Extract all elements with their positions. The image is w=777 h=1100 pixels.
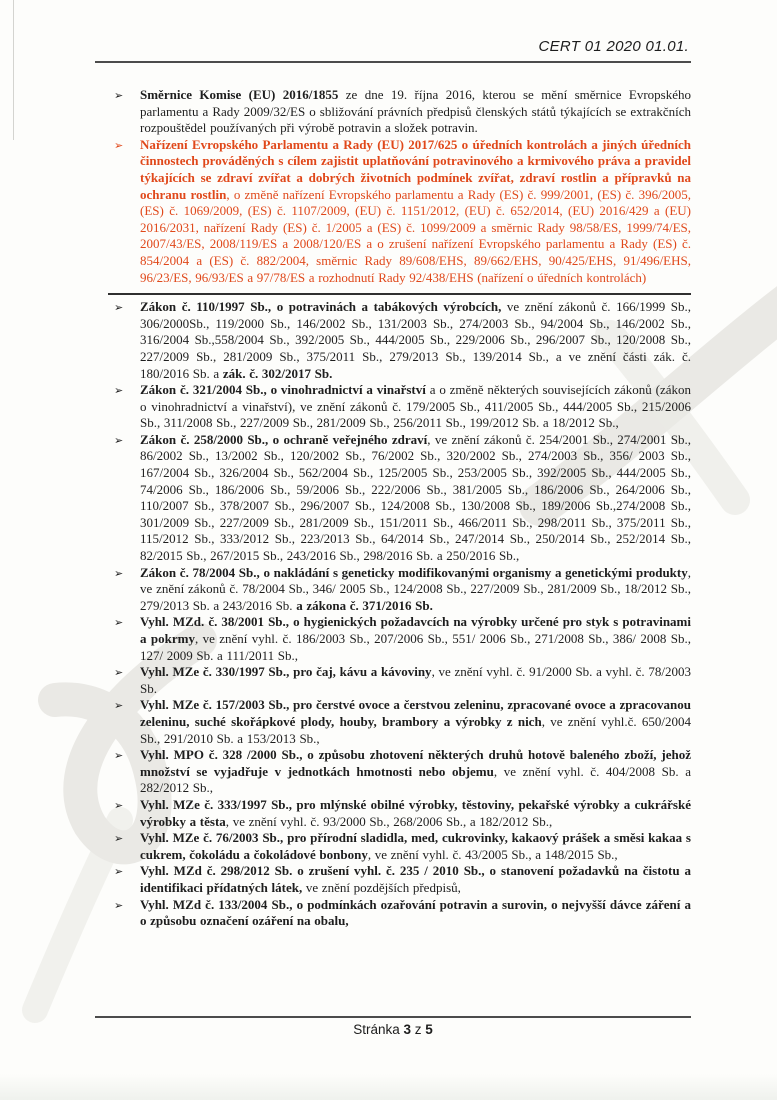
list-item	[110, 897, 691, 930]
item-text: Nařízení Evropského Parlamentu a Rady (EU) 2017/625 o úředních kontrolách a jiných úředních činnostech prováděných s cílem zajistit uplatňování potravinového a krmivového práva a pravidel týkajících se zdraví zvířat a dobrých životních podmínek zvířat, zdraví rostlin a přípravků na ochranu rostlin	[140, 136, 691, 202]
item-text: , ve znění zákonů č. 254/2001 Sb., 274/2001 Sb., 86/2002 Sb., 13/2002 Sb., 120/2002 Sb., 76/2002 Sb., 320/2002 Sb., 274/2003 Sb., 356/ 2003 Sb., 167/2004 Sb., 326/2004 Sb., 562/2004 Sb., 125/2005 Sb., 253/2005 Sb., 392/2005 Sb., 444/2005 Sb., 74/2006 Sb., 186/2006 Sb., 59/2006 Sb., 222/2006 Sb., 381/2005 Sb., 186/2006 Sb., 264/2006 Sb., 110/2007 Sb., 378/2007 Sb., 296/2007 Sb., 124/2008 Sb., 130/2008 Sb., 189/2006 Sb.,274/2008 Sb., 301/2009 Sb., 227/2009 Sb., 281/2009 Sb., 151/2011 Sb., 466/2011 Sb., 298/2011 Sb., 375/2011 Sb., 115/2012 Sb., 333/2012 Sb., 223/2013 Sb., 64/2014 Sb., 247/2014 Sb., 250/2014 Sb., 252/2014 Sb., 82/2015 Sb., 267/2015 Sb., 243/2016 Sb., 298/2016 Sb. a 250/2016 Sb.,	[140, 431, 691, 564]
item-text: Vyhl. MZe č. 333/1997 Sb., pro mlýnské obilné výrobky, těstoviny, pekařské výrobky a cukrářské výrobky a těsta	[140, 796, 691, 829]
bullet-arrow-icon: ➢	[114, 666, 124, 680]
item-text: , o změně nařízení Evropského parlamentu a Rady (ES) č. 999/2001, (ES) č. 396/2005, (ES) č. 1069/2009, (ES) č. 1107/2009, (EU) č. 1151/2012, (EU) č. 652/2014, (EU) 2016/429 a (EU) 2016/2031, nařízení Rady (ES) č. 1/2005 a (ES) č. 1099/2009 a směrnic Rady 98/58/ES, 1999/74/ES, 2007/43/ES, 2008/119/ES a 2008/120/ES a o zrušení nařízení Evropského parlamentu a Rady (ES) č. 854/2004 a (ES) č. 882/2004, směrnic Rady 89/608/EHS, 89/662/EHS, 90/425/EHS, 91/496/EHS, 96/23/ES, 96/93/ES a 97/78/ES a rozhodnutí Rady 92/438/EHS (nařízení o úředních kontrolách)	[140, 186, 691, 285]
doc-code: CERT 01 2020 01.01.	[538, 38, 689, 55]
bullet-arrow-icon: ➢	[114, 898, 124, 912]
item-text: Vyhl. MPO č. 328 /2000 Sb., o způsobu zhotovení některých druhů hotově baleného zboží, jehož množství se vyjadřuje v jednotkách hmotnosti nebo objemu	[140, 747, 691, 779]
footer-rule	[95, 1016, 691, 1018]
page-number-text: Stránka	[353, 1022, 404, 1037]
page-number-text: 5	[425, 1022, 433, 1037]
item-text: , ve znění vyhl. č. 91/2000 Sb. a vyhl. č. 78/2003 Sb.	[140, 664, 691, 696]
item-text: ve znění pozdějších předpisů,	[305, 879, 461, 895]
list-item	[110, 614, 691, 664]
item-text: a zákona č. 371/2016 Sb.	[296, 597, 433, 613]
item-text: , ve znění vyhl. č. 186/2003 Sb., 207/2006 Sb., 551/ 2006 Sb., 271/2008 Sb., 386/ 2008 Sb., 127/ 2009 Sb. a 111/2011 Sb.,	[140, 631, 691, 663]
item-text: , ve znění vyhl.č. 650/2004 Sb., 291/2010 Sb. a 153/2013 Sb.,	[140, 713, 692, 746]
item-text: Směrnice Komise (EU) 2016/1855	[140, 87, 346, 102]
bullet-arrow-icon: ➢	[114, 384, 124, 398]
list-item	[110, 432, 691, 565]
list-item	[110, 797, 691, 830]
item-text: a o změně některých souvisejících zákonů (zákon o vinohradnictví a vinařství), ve znění zákonů č. 179/2005 Sb., 411/2005 Sb., 444/2005 Sb., 215/2006 Sb., 311/2008 Sb., 227/2009 Sb., 281/2009 Sb., 256/2011 Sb., 199/2012 Sb. a 18/2012 Sb.,	[140, 382, 691, 431]
item-text: , ve znění vyhl. č. 43/2005 Sb., a 148/2015 Sb.,	[367, 846, 618, 862]
bullet-arrow-icon: ➢	[114, 616, 124, 630]
item-text: Zákon č. 78/2004 Sb., o nakládání s geneticky modifikovanými organismy a genetickými produkty	[140, 564, 688, 580]
bullet-arrow-icon: ➢	[114, 699, 124, 713]
list-item	[110, 565, 691, 615]
regulation-list	[110, 87, 691, 930]
item-text: Zákon č. 110/1997 Sb., o potravinách a tabákových výrobcích,	[140, 299, 507, 315]
item-text: Vyhl. MZe č. 76/2003 Sb., pro přírodní sladidla, med, cukrovinky, kakaový prášek a směsi kakaa s cukrem, čokoládu a čokoládové bonbony	[140, 830, 691, 862]
item-text: Vyhl. MZe č. 330/1997 Sb., pro čaj, kávu a kávoviny	[140, 664, 432, 680]
scan-bottom-artifact	[0, 1074, 777, 1100]
item-text: ze dne 19. října 2016, kterou se mění směrnice Evropského parlamentu a Rady 2009/32/ES o sbližování právních předpisů členských států týkajících se extrakčních rozpouštědel používaných při výrobě potravin a složek potravin.	[140, 87, 691, 136]
list-item	[110, 863, 691, 896]
list-item	[110, 664, 691, 697]
item-text: Zákon č. 258/2000 Sb., o ochraně veřejného zdraví	[140, 431, 428, 447]
bullet-arrow-icon: ➢	[114, 301, 124, 315]
list-item	[110, 87, 691, 137]
list-item	[110, 382, 691, 432]
bullet-arrow-icon: ➢	[114, 89, 124, 102]
list-item	[110, 299, 691, 382]
item-text: Vyhl. MZd č. 298/2012 Sb. o zrušení vyhl. č. 235 / 2010 Sb., o stanovení požadavků na čistotu a identifikaci přídatných látek,	[140, 863, 691, 895]
item-text: Vyhl. MZd č. 133/2004 Sb., o podmínkách ozařování potravin a surovin, o nejvyšší dávce záření a o způsobu označení ozáření na obalu,	[140, 896, 691, 929]
item-text: , ve znění zákonů č. 78/2004 Sb., 346/ 2005 Sb., 124/2008 Sb., 227/2009 Sb., 281/2009 Sb., 18/2012 Sb., 279/2013 Sb. a 243/2016 Sb.	[140, 564, 691, 613]
section-divider	[108, 293, 691, 295]
bullet-arrow-icon: ➢	[114, 566, 124, 580]
list-item	[110, 697, 691, 747]
bullet-arrow-icon: ➢	[114, 138, 124, 152]
page-number-text: 3	[403, 1022, 411, 1037]
list-item	[110, 137, 691, 286]
bullet-arrow-icon: ➢	[114, 798, 124, 812]
bullet-arrow-icon: ➢	[114, 832, 124, 846]
item-text: Zákon č. 321/2004 Sb., o vinohradnictví a vinařství	[140, 382, 430, 398]
list-item	[110, 747, 691, 797]
item-text: Vyhl. MZe č. 157/2003 Sb., pro čerstvé ovoce a čerstvou zeleninu, zpracované ovoce a zpracovanou zeleninu, suché skořápkové plody, houby, brambory a výrobky z nich	[140, 697, 691, 729]
bullet-arrow-icon: ➢	[114, 865, 124, 879]
scan-edge-artifact	[13, 0, 14, 140]
page-number	[95, 1022, 691, 1037]
header-rule	[95, 61, 691, 63]
bullet-arrow-icon: ➢	[114, 433, 124, 447]
item-text: , ve znění vyhl. č. 404/2008 Sb. a 282/2012 Sb.,	[140, 763, 691, 796]
list-item	[110, 830, 691, 863]
item-text: Vyhl. MZd. č. 38/2001 Sb., o hygienických požadavcích na výrobky určené pro styk s potravinami a pokrmy	[140, 614, 691, 646]
item-text: , ve znění vyhl. č. 93/2000 Sb., 268/2006 Sb., a 182/2012 Sb.,	[225, 813, 553, 829]
bullet-arrow-icon: ➢	[114, 749, 124, 763]
item-text: zák. č. 302/2017 Sb.	[222, 365, 333, 381]
item-text: ve znění zákonů č. 166/1999 Sb., 306/2000Sb., 119/2000 Sb., 146/2002 Sb., 131/2003 Sb., 274/2003 Sb., 94/2004 Sb., 146/2002 Sb., 316/2004 Sb.,558/2004 Sb., 392/2005 Sb., 444/2005 Sb., 229/2006 Sb., 296/2007 Sb., 120/2008 Sb., 227/2009 Sb., 281/2009 Sb., 375/2011 Sb., 279/2013 Sb., 139/2014 Sb., a ve znění části zák. č. 180/2016 Sb. a	[140, 299, 692, 381]
page-number-text: z	[411, 1022, 426, 1037]
